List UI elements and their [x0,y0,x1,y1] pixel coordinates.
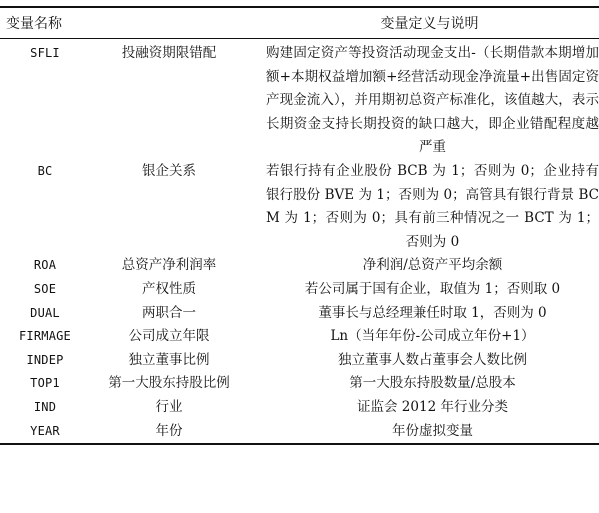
table-row [0,254,599,278]
variable-code: SFLI [30,46,60,60]
variable-code: INDEP [26,352,64,367]
variable-name: 公司成立年限 [128,328,210,345]
table-header [0,7,599,39]
variable-definition: 证监会 2012 年行业分类 [357,398,508,415]
table-row [0,302,599,326]
header-row [0,7,599,39]
table-row [0,372,599,396]
variable-definition: 第一大股东持股数量/总股本 [349,375,516,392]
table-body [0,39,599,445]
variable-code: FIRMAGE [19,329,71,344]
variable-definition: 净利润/总资产平均余额 [362,257,503,274]
header-variable-name: 变量名称 [6,16,62,32]
variable-code: SOE [33,281,57,296]
variable-code: YEAR [30,423,60,438]
table-row [0,325,599,349]
variable-name: 两职合一 [142,304,196,321]
variable-definition-table [0,6,599,445]
variable-definition: 独立董事人数占董事会人数比例 [338,351,527,368]
table-row [0,396,599,420]
variable-definition: 购建固定资产等投资活动现金支出-（长期借款本期增加额+本期权益增加额+经营活动现金净流量+出售固定资产现金流入），并用期初总资产标准化，该值越大，表示长期资金支持长期投资的缺口越大，即企业错配程度越严重 [266,45,599,156]
variable-name: 银企关系 [142,162,196,179]
variable-name: 第一大股东持股比例 [108,375,230,392]
table-row [0,39,599,160]
table-row [0,160,599,254]
header-blank [100,7,260,39]
variable-name: 独立董事比例 [128,351,210,368]
variable-name: 行业 [155,398,183,415]
variable-code: ROA [33,258,57,273]
variable-name: 年份 [155,422,183,439]
variable-definition: 董事长与总经理兼任时取 1，否则为 0 [318,304,547,321]
variable-name: 总资产净利润率 [121,257,217,274]
variable-name: 投融资期限错配 [121,45,217,61]
table-row [0,349,599,373]
variable-definition: 若公司属于国有企业，取值为 1；否则取 0 [304,280,561,297]
variable-name: 产权性质 [142,280,196,297]
variable-code: BC [37,163,53,178]
variable-definition: 年份虚拟变量 [392,422,473,439]
variable-code: IND [33,399,57,414]
header-variable-definition: 变量定义与说明 [380,16,479,32]
table-row [0,278,599,302]
variable-code: DUAL [30,305,60,320]
variable-code: TOP1 [30,376,60,391]
variable-definition: Ln（当年年份-公司成立年份+1） [330,328,535,345]
table-row [0,420,599,445]
variable-definition: 若银行持有企业股份 BCB 为 1；否则为 0；企业持有银行股份 BVE 为 1；否则为 0；高管具有银行背景 BCM 为 1；否则为 0；具有前三种情况之一 BCT 为 1；否则为 0 [266,162,599,250]
